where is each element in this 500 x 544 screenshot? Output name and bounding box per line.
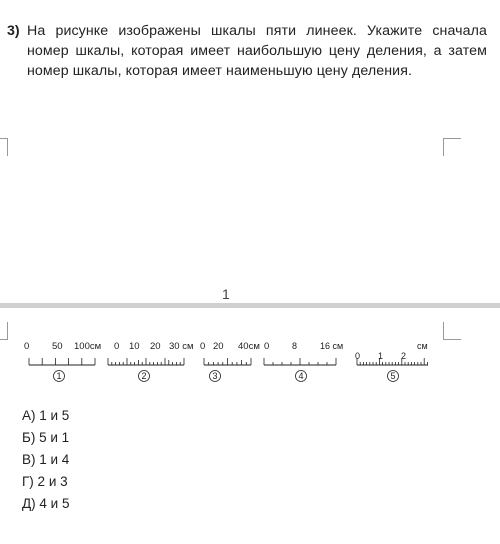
ruler-2 <box>108 341 194 382</box>
ruler-1 <box>24 341 101 382</box>
ruler-5-scale <box>357 358 428 365</box>
answer-option-a: А) 1 и 5 <box>22 408 70 423</box>
answer-option-e: Д) 4 и 5 <box>22 496 70 511</box>
ruler-4-label-8: 8 <box>292 341 298 351</box>
ruler-2-label-10: 10 <box>129 341 140 352</box>
ruler-3-scale <box>204 358 251 365</box>
ruler-4-scale <box>264 358 336 365</box>
ruler-1-label-50: 50 <box>52 341 63 352</box>
ruler-3-label-0: 0 <box>200 341 206 352</box>
ruler-5-label-0: 0 <box>355 351 361 361</box>
ruler-5-label-2: 2 <box>401 351 407 361</box>
ruler-5 <box>355 341 428 382</box>
ruler-1-number: 1 <box>56 371 62 381</box>
question-block <box>7 21 487 81</box>
ruler-3-label-40: 40см <box>238 341 260 352</box>
ruler-4-number: 4 <box>298 371 304 381</box>
page-number: 1 <box>222 286 230 302</box>
question-number: 3) <box>7 23 20 39</box>
ruler-5-label-cm: см <box>417 341 428 351</box>
ruler-5-number: 5 <box>390 371 396 381</box>
answer-option-b: Б) 5 и 1 <box>22 430 70 445</box>
ruler-3 <box>200 341 260 382</box>
ruler-4-label-0: 0 <box>264 341 270 352</box>
ruler-1-label-0: 0 <box>24 341 30 352</box>
ruler-2-label-0: 0 <box>114 341 120 352</box>
ruler-4-label-16: 16 см <box>320 341 344 351</box>
ruler-1-label-100: 100см <box>74 341 102 352</box>
answer-option-d: Г) 2 и 3 <box>22 474 68 489</box>
answer-option-c: В) 1 и 4 <box>22 452 70 467</box>
ruler-5-label-1: 1 <box>378 351 384 361</box>
ruler-1-scale <box>29 358 95 365</box>
rulers-figure <box>0 330 500 390</box>
ruler-3-label-20: 20 <box>213 341 224 352</box>
ruler-2-scale <box>108 358 184 365</box>
answer-options <box>22 405 69 515</box>
ruler-3-number: 3 <box>212 371 218 381</box>
page-divider <box>0 303 500 308</box>
corner-mark-top-left <box>0 138 12 158</box>
ruler-2-number: 2 <box>141 371 147 381</box>
corner-mark-top-right <box>443 138 463 158</box>
ruler-4 <box>264 341 343 382</box>
ruler-2-label-20: 20 <box>150 341 161 352</box>
ruler-2-label-30: 30 см <box>169 341 194 352</box>
question-text: На рисунке изображены шкалы пяти линеек. Укажите сначала номер шкалы, которая имеет наибольшую цену деления, а затем номер шкалы, которая имеет наименьшую цену деления. <box>27 23 487 79</box>
